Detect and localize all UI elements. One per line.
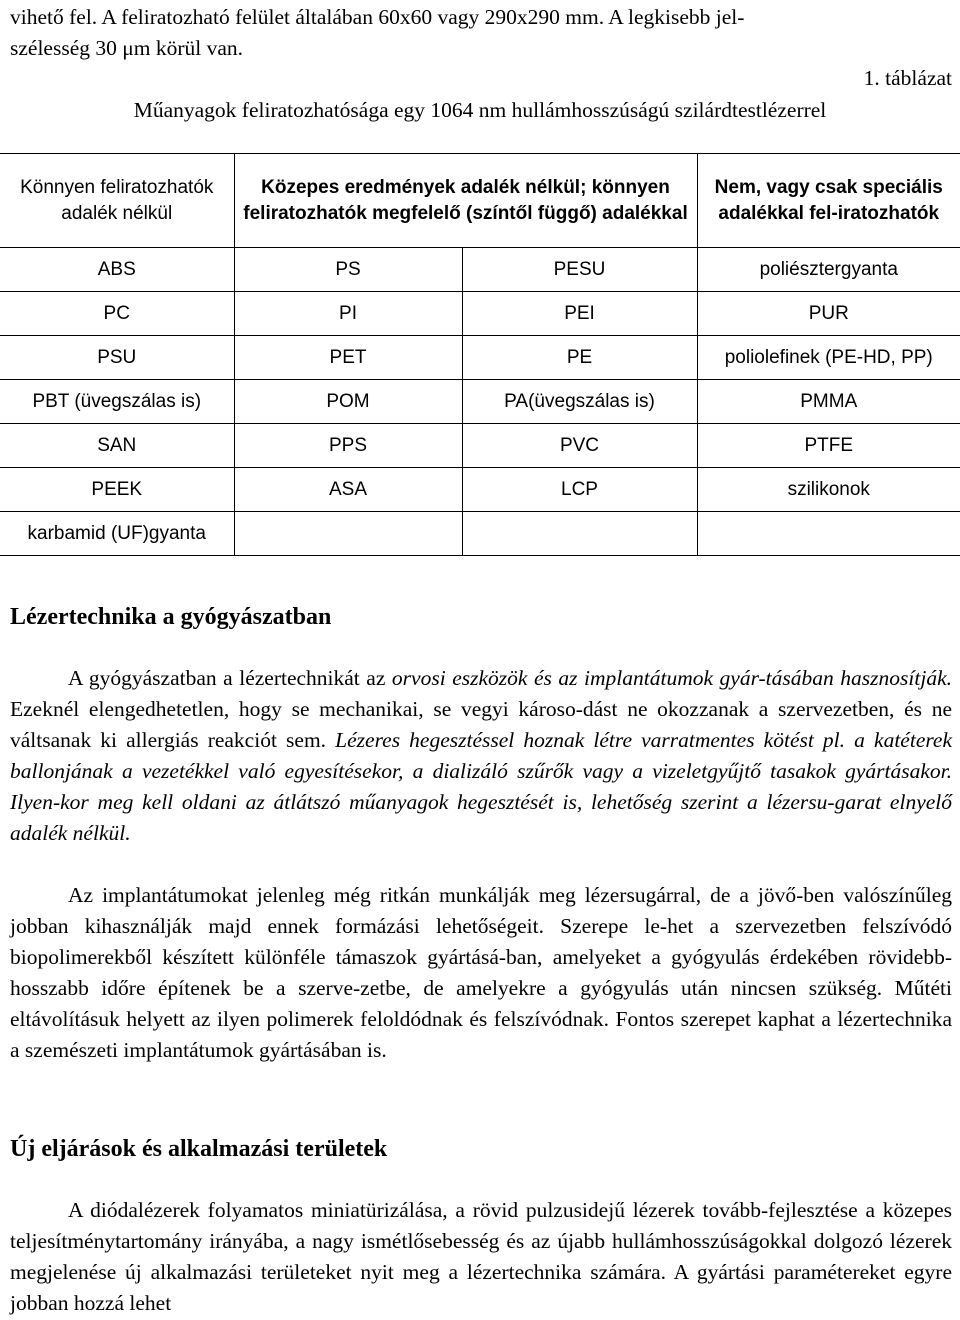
paragraph-text: Ezeknél elengedhetetlen, hogy se mechanikai, se vegyi károso-dást ne okozzanak a szervezetben, és ne váltsanak ki allergiás reakciót sem. [10, 697, 952, 752]
table-row [0, 424, 960, 468]
table-cell [234, 512, 462, 556]
paragraph-text: Az implantátumokat jelenleg még ritkán munkálják meg lézersugárral, de a jövő-ben valószínűleg jobban kihasználják majd ennek formázási lehetőségeit. Szerepe le-het a szervezetben felszívódó biopolimerekből készített különféle támaszok gyártásá-ban, amelyeket a gyógyulás érdekében rövidebb-hosszabb időre építenek be a szerve-zetbe, de amelyekre a gyógyulás után nincsen szükség. Műtéti eltávolításuk helyett az ilyen polimerek feloldódnak és felszívódnak. Fontos szerepet kaphat a lézertechnika a szemészeti implantátumok gyártásában is. [10, 883, 952, 1062]
table-number: 1. táblázat [863, 66, 952, 90]
table-cell: PC [0, 292, 234, 336]
table-cell: PTFE [697, 424, 960, 468]
table-row [0, 468, 960, 512]
paragraph [10, 1195, 952, 1319]
body-text-line: szélesség 30 μm körül van. [10, 36, 244, 60]
table-row [0, 380, 960, 424]
table-cell [697, 512, 960, 556]
table-header-cell: Közepes eredmények adalék nélkül; könnyen feliratozhatók megfelelő (színtől függő) adalékkal [234, 154, 697, 248]
table-cell: LCP [462, 468, 697, 512]
paragraph-text-italic: a katéterek ballonjának a vezetékkel való egyesítésekor, a dializáló szűrők vagy a vizeletgyűjtő tasakok gyártásakor. Ilyen-kor meg kell oldani az átlátszó műanyagok hegesztését is, lehetőség szerint a lézersu-garat elnyelő adalék nélkül. [10, 728, 953, 845]
table-cell: PE [462, 336, 697, 380]
table-cell [462, 512, 697, 556]
paragraph-text-italic: Lézeres hegesztéssel hoznak létre varratmentes kötést pl. [335, 728, 846, 752]
table-header-row [0, 154, 960, 248]
table-cell: PBT (üvegszálas is) [0, 380, 234, 424]
paragraph-text-italic: orvosi eszközök és az implantátumok gyár-tásában hasznosítják. [391, 666, 952, 690]
table-cell: poliésztergyanta [697, 248, 960, 292]
table-cell: PESU [462, 248, 697, 292]
paragraph-text: A diódalézerek folyamatos miniatürizálása, a rövid pulzusidejű lézerek tovább-fejlesztése a közepes teljesítménytartomány irányába, a nagy ismétlősebesség és az újabb hullámhosszúságokkal dolgozó lézerek megjelenése új alkalmazási területeket nyit meg a lézertechnika számára. A gyártási paramétereket egyre jobban hozzá lehet [10, 1198, 952, 1315]
table-row [0, 512, 960, 556]
table-cell: ASA [234, 468, 462, 512]
table-cell: PPS [234, 424, 462, 468]
table-cell: PUR [697, 292, 960, 336]
table-cell: karbamid (UF)gyanta [0, 512, 234, 556]
table-row [0, 292, 960, 336]
table-row [0, 336, 960, 380]
table-cell: PSU [0, 336, 234, 380]
table-cell: POM [234, 380, 462, 424]
table-cell: ABS [0, 248, 234, 292]
table-title: Műanyagok feliratozhatósága egy 1064 nm hullámhosszúságú szilárdtestlézerrel [133, 98, 827, 122]
table-cell: PS [234, 248, 462, 292]
table-row [0, 248, 960, 292]
section-heading: Lézertechnika a gyógyászatban [10, 604, 332, 630]
table-header-cell: Könnyen feliratozhatók adalék nélkül [0, 154, 234, 248]
table-cell: PEI [462, 292, 697, 336]
paragraph [10, 663, 952, 849]
table-cell: szilikonok [697, 468, 960, 512]
table-cell: PMMA [697, 380, 960, 424]
table-header-cell: Nem, vagy csak speciális adalékkal fel-iratozhatók [697, 154, 960, 248]
paragraph-text [845, 728, 854, 752]
table-cell: SAN [0, 424, 234, 468]
plastics-table [0, 153, 960, 556]
table-cell: PA(üvegszálas is) [462, 380, 697, 424]
paragraph [10, 880, 952, 1066]
paragraph-text: A gyógyászatban a lézertechnikát az [68, 666, 392, 690]
section-heading: Új eljárások és alkalmazási területek [10, 1136, 388, 1162]
table-cell: PI [234, 292, 462, 336]
table-cell: PET [234, 336, 462, 380]
table-cell: poliolefinek (PE-HD, PP) [697, 336, 960, 380]
table-cell: PVC [462, 424, 697, 468]
body-text-line: vihető fel. A feliratozható felület általában 60x60 vagy 290x290 mm. A legkisebb jel- [10, 5, 745, 29]
table-cell: PEEK [0, 468, 234, 512]
